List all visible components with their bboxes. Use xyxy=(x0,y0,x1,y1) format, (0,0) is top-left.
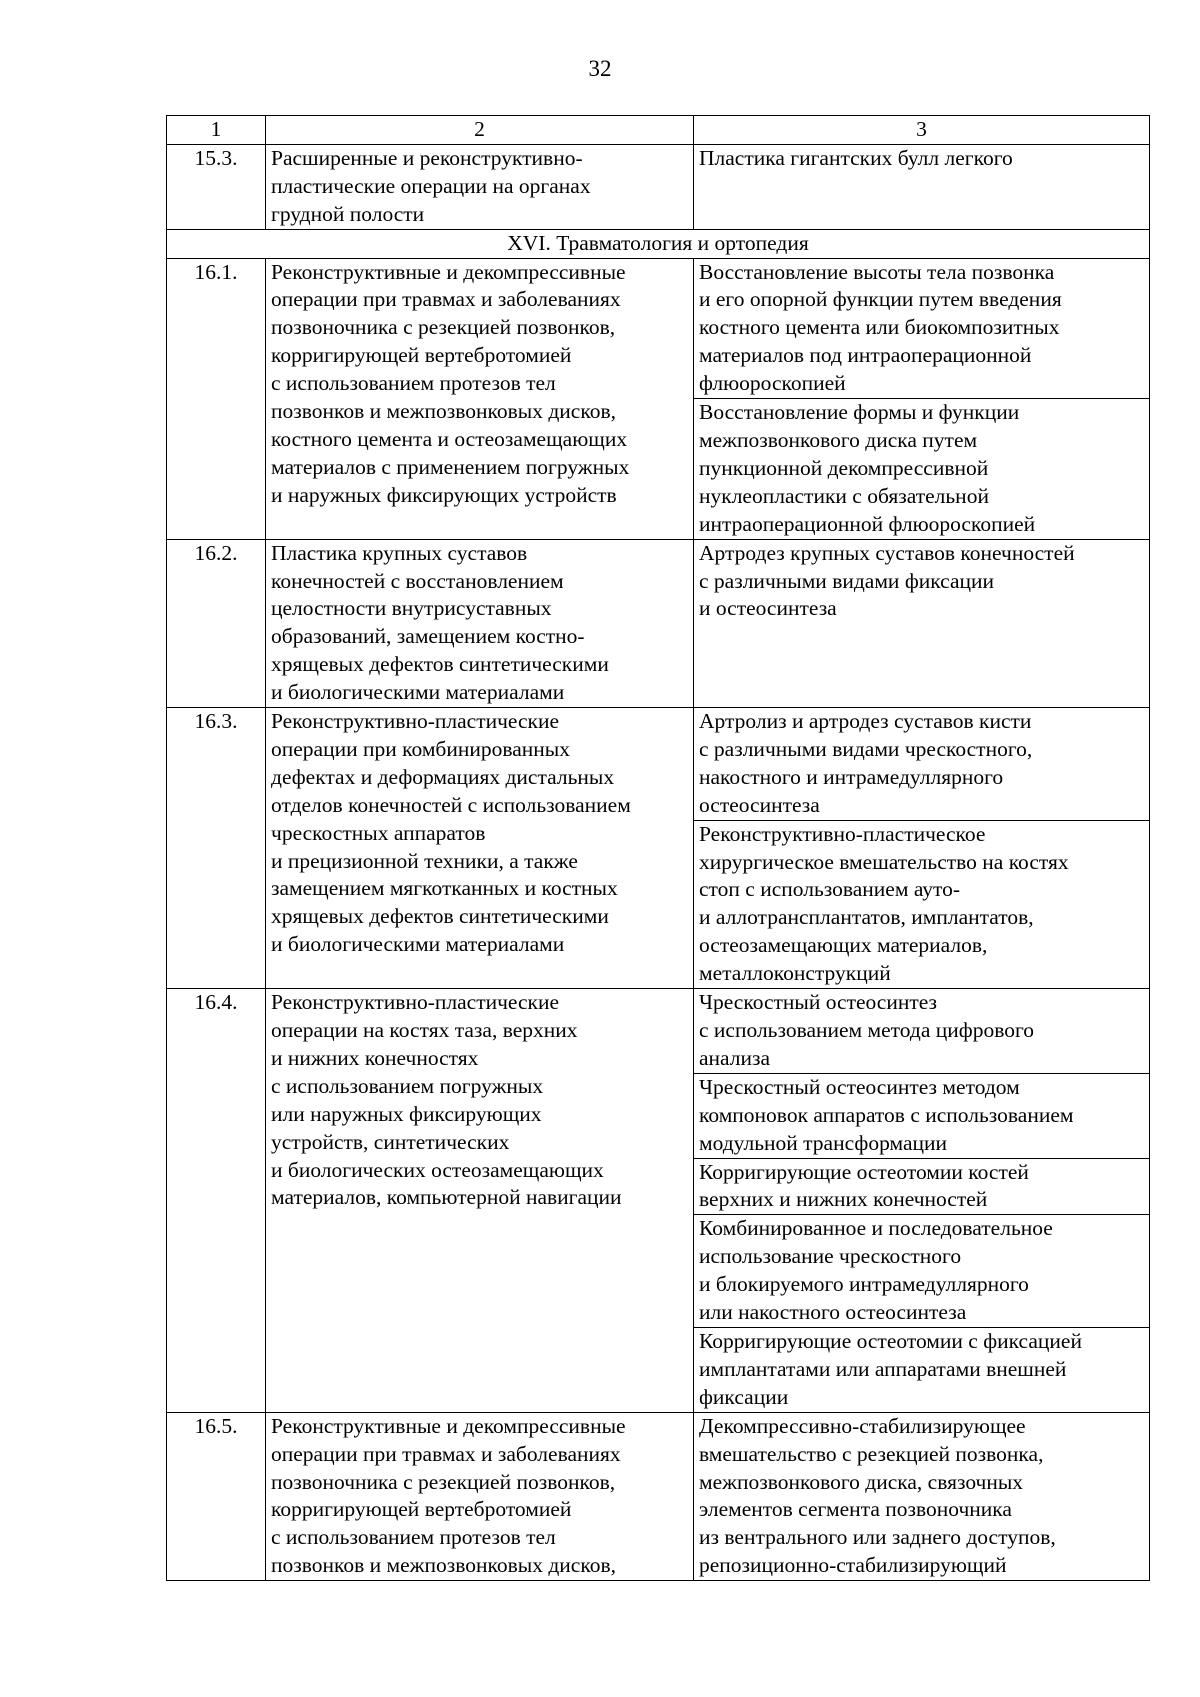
method-line: Реконструктивно-пластическое xyxy=(699,821,986,846)
method-line: остеозамещающих материалов, xyxy=(699,933,988,958)
method-line: пункционной декомпрессивной xyxy=(699,455,989,480)
operation-name-cell xyxy=(266,708,694,989)
operation-name-line: костного цемента и остеозамещающих xyxy=(271,426,628,451)
method-line: межпозвонкового диска, связочных xyxy=(699,1469,1024,1494)
method-line: остеосинтеза xyxy=(699,792,820,817)
method-line: модульной трансформации xyxy=(699,1130,948,1155)
operation-name-line: Реконструктивно-пластические xyxy=(271,709,560,734)
method-cell xyxy=(694,1327,1150,1412)
header-col-3: 3 xyxy=(694,116,1150,145)
operation-name-line: позвоночника с резекцией позвонков, xyxy=(271,1469,616,1494)
row-number: 15.3. xyxy=(167,144,266,229)
operation-name-line: Пластика крупных суставов xyxy=(271,540,528,565)
method-line: верхних и нижних конечностей xyxy=(699,1187,988,1212)
operation-name-line: и биологическими материалами xyxy=(271,680,565,705)
operation-name-line: операции при травмах и заболеваниях xyxy=(271,287,621,312)
operation-name-line: операции при травмах и заболеваниях xyxy=(271,1441,621,1466)
row-number: 16.4. xyxy=(167,989,266,1413)
method-cell xyxy=(694,258,1150,399)
operation-name-cell xyxy=(266,989,694,1413)
method-line: Корригирующие остеотомии с фиксацией xyxy=(699,1328,1082,1353)
method-line: использование чрескостного xyxy=(699,1244,962,1269)
row-number: 16.1. xyxy=(167,258,266,539)
method-line: хирургическое вмешательство на костях xyxy=(699,849,1069,874)
operation-name-cell xyxy=(266,144,694,229)
table-row-16-4 xyxy=(167,989,1150,1074)
operation-name-line: и биологических остеозамещающих xyxy=(271,1157,604,1182)
table-row-16-1 xyxy=(167,258,1150,399)
operation-name-line: с использованием протезов тел xyxy=(271,371,556,396)
section-row-16 xyxy=(167,229,1150,258)
operation-name-line: и нижних конечностях xyxy=(271,1045,479,1070)
operation-name-line: материалов, компьютерной навигации xyxy=(271,1185,622,1210)
method-line: и аллотрансплантатов, имплантатов, xyxy=(699,905,1034,930)
operation-name-line: корригирующей вертебротомией xyxy=(271,1497,572,1522)
header-col-2: 2 xyxy=(266,116,694,145)
method-cell xyxy=(694,539,1150,707)
operation-name-line: и наружных фиксирующих устройств xyxy=(271,482,617,507)
operation-name-line: хрящевых дефектов синтетическими xyxy=(271,904,609,929)
method-line: костного цемента или биокомпозитных xyxy=(699,315,1060,340)
method-line: Пластика гигантских булл легкого xyxy=(699,145,1013,170)
method-line: Корригирующие остеотомии костей xyxy=(699,1159,1029,1184)
table-header-row xyxy=(167,116,1150,145)
method-line: и его опорной функции путем введения xyxy=(699,287,1062,312)
method-line: с различными видами фиксации xyxy=(699,568,995,593)
operation-name-line: Реконструктивно-пластические xyxy=(271,990,560,1015)
operation-name-line: образований, замещением костно- xyxy=(271,624,585,649)
operation-name-line: позвоночника с резекцией позвонков, xyxy=(271,315,616,340)
method-line: флюороскопией xyxy=(699,371,846,396)
method-line: анализа xyxy=(699,1045,771,1070)
table-row-16-5 xyxy=(167,1412,1150,1580)
operation-name-line: и биологическими материалами xyxy=(271,932,565,957)
operation-name-line: конечностей с восстановлением xyxy=(271,568,564,593)
method-line: Чрескостный остеосинтез методом xyxy=(699,1074,1020,1099)
method-line: фиксации xyxy=(699,1384,789,1409)
operation-name-cell xyxy=(266,1412,694,1580)
operation-name-line: хрящевых дефектов синтетическими xyxy=(271,652,609,677)
method-line: репозиционно-стабилизирующий xyxy=(699,1553,1007,1578)
row-number: 16.5. xyxy=(167,1412,266,1580)
operation-name-line: замещением мягкотканных и костных xyxy=(271,876,618,901)
operation-name-line: материалов с применением погружных xyxy=(271,454,630,479)
method-line: с использованием метода цифрового xyxy=(699,1018,1035,1042)
method-line: Артролиз и артродез суставов кисти xyxy=(699,709,1032,734)
method-cell xyxy=(694,144,1150,229)
operation-name-line: дефектах и деформациях дистальных xyxy=(271,764,615,789)
method-line: или накостного остеосинтеза xyxy=(699,1300,967,1325)
operation-name-line: и прецизионной техники, а также xyxy=(271,848,578,873)
operation-name-line: операции при комбинированных xyxy=(271,736,570,761)
row-number: 16.2. xyxy=(167,539,266,707)
method-line: компоновок аппаратов с использованием xyxy=(699,1102,1074,1127)
header-col-1: 1 xyxy=(167,116,266,145)
table-row-16-2 xyxy=(167,539,1150,707)
method-line: Декомпрессивно-стабилизирующее xyxy=(699,1413,1026,1438)
operation-name-cell xyxy=(266,258,694,539)
operation-name-line: отделов конечностей с использованием xyxy=(271,792,631,817)
method-line: стоп с использованием ауто- xyxy=(699,877,961,902)
method-line: и блокируемого интрамедуллярного xyxy=(699,1272,1029,1297)
operation-name-line: с использованием погружных xyxy=(271,1073,544,1098)
method-line: Артродез крупных суставов конечностей xyxy=(699,540,1075,565)
operation-name-line: чрескостных аппаратов xyxy=(271,820,486,845)
procedures-table xyxy=(166,115,1150,1581)
operation-name-line: устройств, синтетических xyxy=(271,1129,510,1154)
method-line: Чрескостный остеосинтез xyxy=(699,990,938,1015)
operation-name-line: Расширенные и реконструктивно- xyxy=(271,145,583,170)
operation-name-line: пластические операции на органах xyxy=(271,173,591,198)
method-line: из вентрального или заднего доступов, xyxy=(699,1525,1056,1550)
table-row-16-3 xyxy=(167,708,1150,821)
method-line: имплантатами или аппаратами внешней xyxy=(699,1356,1067,1381)
operation-name-line: с использованием протезов тел xyxy=(271,1525,556,1550)
operation-name-cell xyxy=(266,539,694,707)
method-line: Комбинированное и последовательное xyxy=(699,1216,1053,1241)
method-cell xyxy=(694,1158,1150,1215)
method-cell xyxy=(694,1073,1150,1158)
operation-name-line: или наружных фиксирующих xyxy=(271,1101,542,1126)
method-line: нуклеопластики с обязательной xyxy=(699,483,989,508)
method-line: вмешательство с резекцией позвонка, xyxy=(699,1441,1044,1466)
operation-name-line: Реконструктивные и декомпрессивные xyxy=(271,1413,626,1438)
method-cell xyxy=(694,708,1150,821)
method-line: материалов под интраоперационной xyxy=(699,343,1032,368)
method-line: Восстановление формы и функции xyxy=(699,400,1020,425)
method-line: и остеосинтеза xyxy=(699,596,837,621)
method-line: накостного и интрамедуллярного xyxy=(699,764,1004,789)
method-line: с различными видами чрескостного, xyxy=(699,736,1033,761)
operation-name-line: целостности внутрисуставных xyxy=(271,596,552,621)
operation-name-line: операции на костях таза, верхних xyxy=(271,1018,578,1042)
method-cell xyxy=(694,399,1150,540)
operation-name-line: позвонков и межпозвонковых дисков, xyxy=(271,399,616,424)
method-cell xyxy=(694,1215,1150,1328)
method-line: межпозвонкового диска путем xyxy=(699,427,978,452)
method-line: металлоконструкций xyxy=(699,961,891,986)
method-line: элементов сегмента позвоночника xyxy=(699,1497,1012,1522)
page-number: 32 xyxy=(588,56,612,81)
operation-name-line: позвонков и межпозвонковых дисков, xyxy=(271,1553,616,1578)
row-number: 16.3. xyxy=(167,708,266,989)
table-row-15-3 xyxy=(167,144,1150,229)
method-line: Восстановление высоты тела позвонка xyxy=(699,259,1055,284)
operation-name-line: грудной полости xyxy=(271,201,425,226)
operation-name-line: корригирующей вертебротомией xyxy=(271,343,572,368)
operation-name-line: Реконструктивные и декомпрессивные xyxy=(271,259,626,284)
method-cell xyxy=(694,820,1150,988)
section-heading: XVI. Травматология и ортопедия xyxy=(167,229,1150,258)
method-line: интраоперационной флюороскопией xyxy=(699,511,1036,536)
method-cell xyxy=(694,989,1150,1074)
method-cell xyxy=(694,1412,1150,1580)
